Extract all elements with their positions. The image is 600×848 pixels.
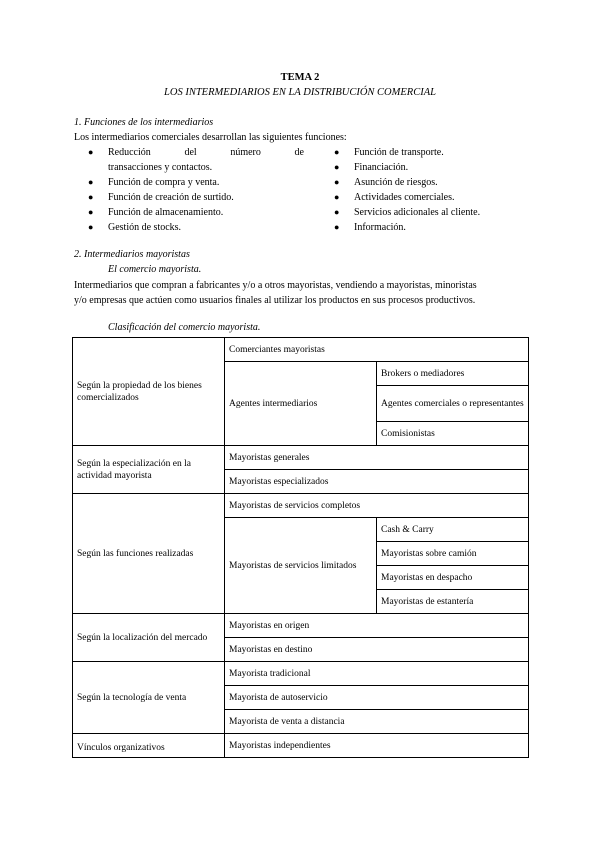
section-2-heading: 2. Intermediarios mayoristas [74, 249, 190, 260]
group-label: Según la tecnología de venta [73, 662, 225, 734]
table-cell: Cash & Carry [377, 518, 529, 542]
functions-left-list [88, 145, 304, 235]
group-label: Vínculos organizativos [73, 734, 225, 758]
paragraph-line: Intermediarios que compran a fabricantes y/o a otros mayoristas, vendiendo a mayoristas, minoristas [74, 280, 477, 291]
group-label: Según las funciones realizadas [73, 494, 225, 614]
paragraph-line: y/o empresas que actúen como usuarios finales al utilizar los productos en sus procesos productivos. [74, 295, 476, 306]
group-label: Según la propiedad de los bienes comercializados [73, 338, 225, 446]
list-item-text: Financiación. [354, 162, 409, 173]
table-cell: Mayoristas en destino [225, 638, 529, 662]
section-1-heading: 1. Funciones de los intermediarios [74, 117, 214, 128]
list-item [88, 175, 304, 190]
list-item [334, 175, 480, 190]
bullet-icon: ● [334, 162, 340, 172]
list-item-text: Asunción de riesgos. [354, 177, 438, 188]
bullet-icon: ● [88, 177, 94, 187]
bullet-icon: ● [334, 222, 340, 232]
classification-table [72, 337, 529, 758]
list-item [88, 205, 304, 220]
bullet-icon: ● [88, 192, 94, 202]
list-item-text: Gestión de stocks. [108, 222, 182, 233]
page-title: TEMA 2 [280, 72, 320, 83]
bullet-icon: ● [88, 222, 94, 232]
table-cell: Mayoristas de estantería [377, 590, 529, 614]
list-item-word: de [294, 147, 304, 158]
group-label: Según la localización del mercado [73, 614, 225, 662]
section-2-paragraph [74, 278, 477, 308]
list-item [88, 220, 304, 235]
list-item [88, 145, 304, 175]
table-cell: Mayoristas en origen [225, 614, 529, 638]
section-1-intro: Los intermediarios comerciales desarrollan las siguientes funciones: [74, 132, 347, 143]
table-row [73, 734, 529, 758]
table-cell: Mayoristas en despacho [377, 566, 529, 590]
list-item [334, 190, 480, 205]
table-cell: Comisionistas [377, 422, 529, 446]
bullet-icon: ● [88, 147, 94, 157]
table-cell: Mayoristas generales [225, 446, 529, 470]
list-item-text: Información. [354, 222, 406, 233]
list-item-word: Reducción [108, 147, 151, 158]
page-subtitle: LOS INTERMEDIARIOS EN LA DISTRIBUCIÓN COMERCIAL [164, 87, 436, 98]
list-item-text: Función de compra y venta. [108, 177, 220, 188]
table-cell: Comerciantes mayoristas [225, 338, 529, 362]
list-item-text: Actividades comerciales. [354, 192, 455, 203]
table-row [73, 494, 529, 518]
list-item [88, 190, 304, 205]
list-item-text: Función de almacenamiento. [108, 207, 224, 218]
table-cell: Mayorista tradicional [225, 662, 529, 686]
list-item [334, 160, 480, 175]
list-item-text: Función de creación de surtido. [108, 192, 234, 203]
table-row [73, 662, 529, 686]
table-cell: Mayoristas independientes [225, 734, 529, 758]
table-cell: Agentes comerciales o representantes [377, 386, 529, 422]
table-row [73, 614, 529, 638]
list-item-text: Función de transporte. [354, 147, 444, 158]
list-item-word: número [230, 147, 261, 158]
bullet-icon: ● [334, 192, 340, 202]
section-2-subheading: El comercio mayorista. [108, 264, 202, 275]
bullet-icon: ● [88, 207, 94, 217]
group-label: Según la especialización en la actividad mayorista [73, 446, 225, 494]
table-cell: Agentes intermediarios [225, 362, 377, 446]
bullet-icon: ● [334, 147, 340, 157]
table-row [73, 338, 529, 362]
table-cell: Mayorista de venta a distancia [225, 710, 529, 734]
list-item-continuation: transacciones y contactos. [108, 162, 213, 173]
list-item-word: del [184, 147, 197, 158]
list-item [334, 145, 480, 160]
list-item [334, 205, 481, 220]
bullet-icon: ● [334, 207, 340, 217]
table-cell: Mayorista de autoservicio [225, 686, 529, 710]
table-cell: Mayoristas especializados [225, 470, 529, 494]
table-cell: Mayoristas de servicios completos [225, 494, 529, 518]
list-item-text: Servicios adicionales al cliente. [354, 207, 481, 218]
table-cell: Brokers o mediadores [377, 362, 529, 386]
table-caption: Clasificación del comercio mayorista. [108, 322, 261, 333]
list-item [334, 220, 480, 235]
table-cell: Mayoristas de servicios limitados [225, 518, 377, 614]
table-cell: Mayoristas sobre camión [377, 542, 529, 566]
table-row [73, 446, 529, 470]
functions-right-list [334, 145, 481, 235]
bullet-icon: ● [334, 177, 340, 187]
